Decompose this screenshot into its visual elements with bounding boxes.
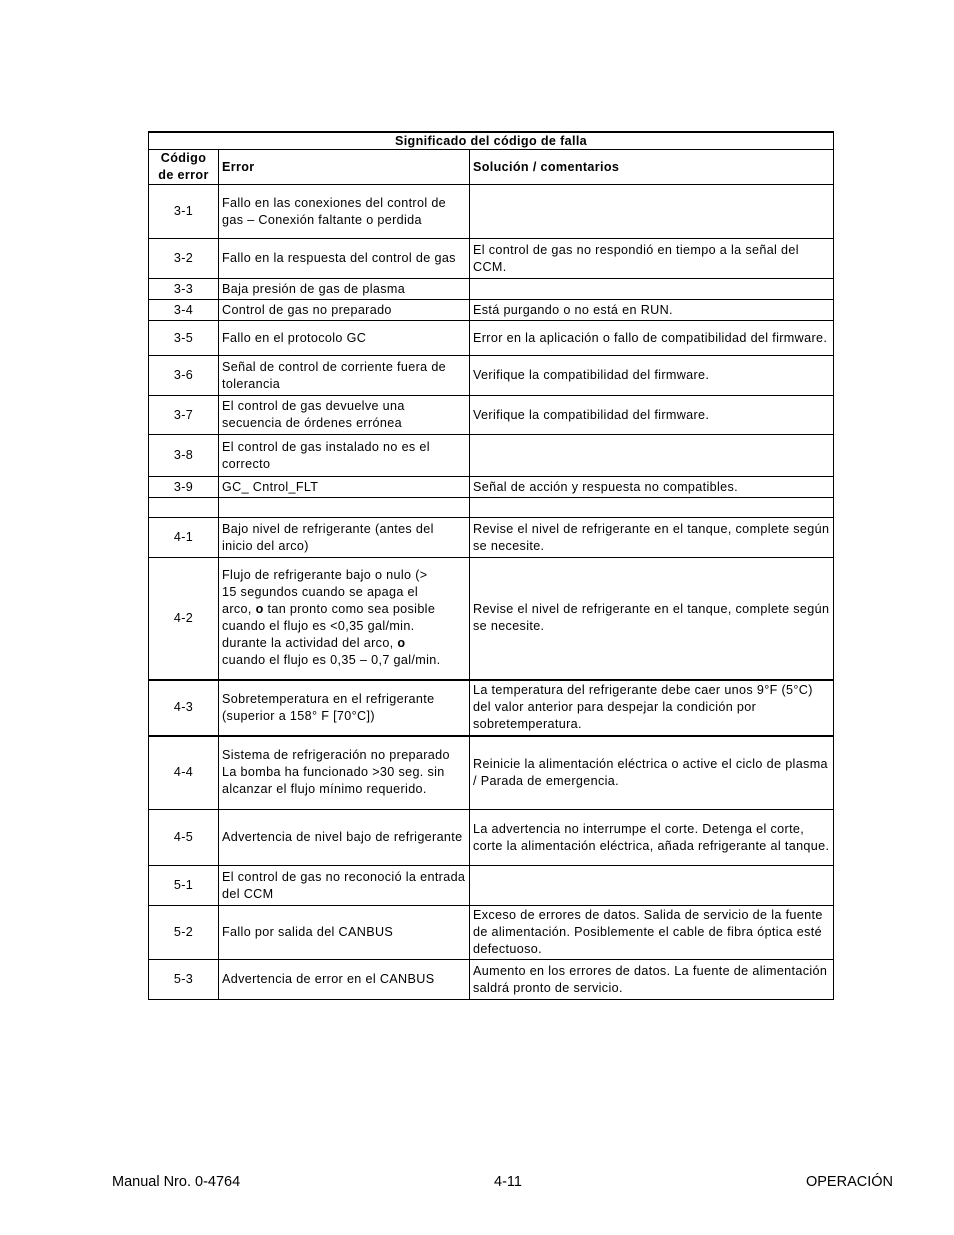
error-text: tan pronto como sea posible [263, 602, 436, 617]
table-row [149, 680, 834, 736]
code-cell: 3-5 [149, 321, 219, 356]
error-line: La bomba ha funcionado >30 seg. sin alcanzar el flujo mínimo requerido. [222, 765, 445, 797]
solution-cell: La advertencia no interrumpe el corte. Detenga el corte, corte la alimentación eléctrica, añada refrigerante al tanque. [470, 810, 834, 866]
solution-cell [470, 435, 834, 477]
error-cell: El control de gas no reconoció la entrada del CCM [219, 866, 470, 906]
error-cell: Señal de control de corriente fuera de tolerancia [219, 356, 470, 396]
code-cell: 3-6 [149, 356, 219, 396]
solution-cell: Señal de acción y respuesta no compatibles. [470, 477, 834, 498]
error-line [222, 635, 466, 652]
table-row [149, 300, 834, 321]
error-cell: Fallo en la respuesta del control de gas [219, 239, 470, 279]
solution-cell: Aumento en los errores de datos. La fuente de alimentación saldrá pronto de servicio. [470, 960, 834, 1000]
error-cell [219, 396, 470, 435]
table-row-empty [149, 498, 834, 518]
error-emphasis: o [397, 636, 406, 651]
error-text: arco, [222, 602, 256, 617]
table-title-row [149, 132, 834, 150]
code-cell [149, 498, 219, 518]
error-line: cuando el flujo es <0,35 gal/min. [222, 619, 415, 634]
error-cell [219, 498, 470, 518]
error-cell: Advertencia de error en el CANBUS [219, 960, 470, 1000]
error-line: El control de gas devuelve una [222, 399, 405, 413]
table-row [149, 321, 834, 356]
error-cell: Control de gas no preparado [219, 300, 470, 321]
table-row [149, 810, 834, 866]
solution-cell [470, 185, 834, 239]
table-row [149, 736, 834, 810]
solution-cell: Está purgando o no está en RUN. [470, 300, 834, 321]
code-cell: 3-2 [149, 239, 219, 279]
solution-cell: Revise el nivel de refrigerante en el tanque, complete según se necesite. [470, 518, 834, 558]
header-code-line2: de error [158, 168, 209, 182]
header-code-line1: Código [160, 151, 207, 165]
solution-cell: Verifique la compatibilidad del firmware. [470, 396, 834, 435]
fault-code-table [148, 131, 834, 1000]
code-cell: 3-1 [149, 185, 219, 239]
error-cell: Advertencia de nivel bajo de refrigerante [219, 810, 470, 866]
table-row [149, 279, 834, 300]
table-row [149, 906, 834, 960]
solution-cell [470, 866, 834, 906]
solution-cell: Verifique la compatibilidad del firmware. [470, 356, 834, 396]
header-solution: Solución / comentarios [470, 150, 834, 185]
error-cell [219, 736, 470, 810]
error-line: Flujo de refrigerante bajo o nulo (> [222, 568, 428, 583]
code-cell: 3-4 [149, 300, 219, 321]
solution-cell [470, 279, 834, 300]
table-header-row [149, 150, 834, 185]
footer-page-number: 4-11 [494, 1174, 522, 1190]
error-line: 15 segundos cuando se apaga el [222, 585, 419, 600]
solution-cell [470, 498, 834, 518]
footer-manual-number: Manual Nro. 0-4764 [112, 1174, 241, 1190]
error-cell [219, 680, 470, 736]
table-row [149, 356, 834, 396]
error-cell [219, 558, 470, 680]
code-cell: 4-4 [149, 736, 219, 810]
code-cell: 3-3 [149, 279, 219, 300]
code-cell: 5-3 [149, 960, 219, 1000]
error-text: durante la actividad del arco, [222, 636, 398, 651]
table-row [149, 239, 834, 279]
header-error: Error [219, 150, 470, 185]
code-cell: 5-1 [149, 866, 219, 906]
error-cell: Fallo en las conexiones del control de gas – Conexión faltante o perdida [219, 185, 470, 239]
error-emphasis: o [255, 602, 264, 617]
solution-cell: El control de gas no respondió en tiempo a la señal del CCM. [470, 239, 834, 279]
error-cell: Fallo por salida del CANBUS [219, 906, 470, 960]
header-code [149, 150, 219, 185]
table-row [149, 396, 834, 435]
code-cell: 5-2 [149, 906, 219, 960]
code-cell: 3-8 [149, 435, 219, 477]
footer-section: OPERACIÓN [805, 1174, 893, 1190]
error-cell: Baja presión de gas de plasma [219, 279, 470, 300]
table-row [149, 558, 834, 680]
error-line [222, 601, 466, 618]
table-row [149, 518, 834, 558]
table-row [149, 960, 834, 1000]
code-cell: 4-5 [149, 810, 219, 866]
table-row [149, 435, 834, 477]
solution-cell: Exceso de errores de datos. Salida de servicio de la fuente de alimentación. Posiblemente el cable de fibra óptica esté defectuoso. [470, 906, 834, 960]
error-line: Sistema de refrigeración no preparado [222, 748, 450, 763]
solution-cell: Reinicie la alimentación eléctrica o active el ciclo de plasma / Parada de emergencia. [470, 736, 834, 810]
error-cell: Fallo en el protocolo GC [219, 321, 470, 356]
code-cell: 4-3 [149, 680, 219, 736]
code-cell: 4-2 [149, 558, 219, 680]
table-title: Significado del código de falla [149, 132, 834, 150]
table-row [149, 477, 834, 498]
error-line: (superior a 158° F [70°C]) [222, 708, 375, 723]
solution-cell: Revise el nivel de refrigerante en el tanque, complete según se necesite. [470, 558, 834, 680]
code-cell: 3-9 [149, 477, 219, 498]
error-line: secuencia de órdenes errónea [222, 416, 402, 430]
table-row [149, 866, 834, 906]
code-cell: 4-1 [149, 518, 219, 558]
solution-cell: La temperatura del refrigerante debe caer unos 9°F (5°C) del valor anterior para despejar la condición por sobretemperatura. [470, 680, 834, 736]
error-cell: Bajo nivel de refrigerante (antes del inicio del arco) [219, 518, 470, 558]
table-row [149, 185, 834, 239]
error-cell: GC_ Cntrol_FLT [219, 477, 470, 498]
error-cell: El control de gas instalado no es el correcto [219, 435, 470, 477]
code-cell: 3-7 [149, 396, 219, 435]
error-line: cuando el flujo es 0,35 – 0,7 gal/min. [222, 653, 441, 668]
solution-cell: Error en la aplicación o fallo de compatibilidad del firmware. [470, 321, 834, 356]
error-line: Sobretemperatura en el refrigerante [222, 691, 435, 706]
